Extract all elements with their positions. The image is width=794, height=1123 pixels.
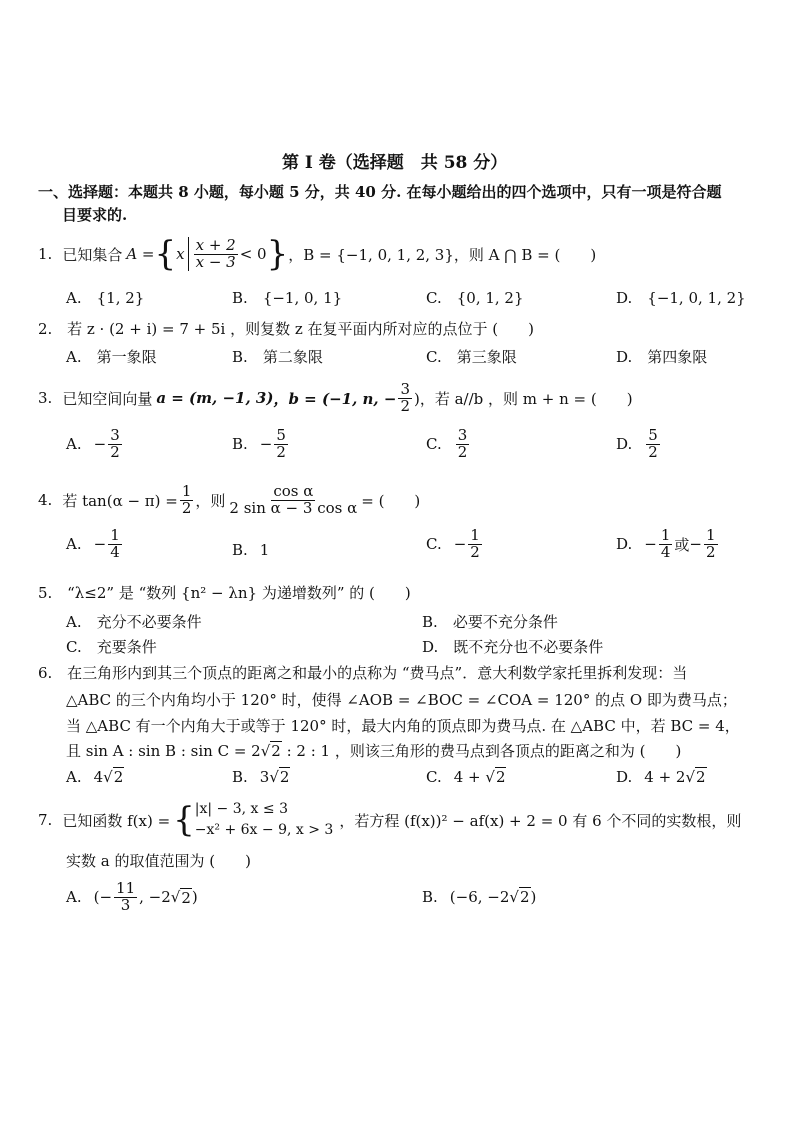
minus-sign: − <box>259 435 273 454</box>
option-d[interactable] <box>422 636 603 657</box>
option-label: C. <box>426 289 442 307</box>
option-label: B. <box>232 435 248 454</box>
option-text: 4 + <box>453 768 486 786</box>
option-label: C. <box>426 348 442 366</box>
question-6-line-3: 当 △ABC 有一个内角大于或等于 120° 时，最大内角的顶点即为费马点. 在 △ABC 中，若 BC = 4， <box>66 717 740 735</box>
radical: 2 <box>495 768 506 786</box>
minus-sign: − <box>93 435 107 454</box>
minus-sign: − <box>689 535 702 554</box>
question-6-line-2: △ABC 的三个内角均小于 120° 时，使得 ∠AOB = ∠BOC = ∠COA = 120° 的点 O 即为费马点； <box>66 691 737 709</box>
radical: 2 <box>181 888 191 907</box>
option-label: A. <box>66 435 82 454</box>
stem-text: 已知函数 f(x) = <box>62 811 171 830</box>
fraction-denominator: 2 <box>110 442 120 461</box>
option-a[interactable] <box>66 428 124 461</box>
question-7-stem <box>38 796 741 844</box>
vector-a: a = (m, −1, 3) <box>156 389 274 407</box>
option-text: {−1, 0, 1} <box>262 289 343 307</box>
fraction-numerator: 3 <box>400 379 410 398</box>
option-c[interactable] <box>426 428 471 461</box>
option-fraction <box>704 528 718 561</box>
fraction-denominator: 2 <box>705 542 716 561</box>
option-label: C. <box>426 768 442 786</box>
question-2-stem <box>38 318 534 339</box>
option-b[interactable] <box>232 541 269 559</box>
option-fraction <box>274 428 288 461</box>
question-1-stem <box>38 234 596 274</box>
option-text: ) <box>191 888 198 906</box>
set-a-label: A = <box>126 245 155 263</box>
stem-fraction-2 <box>227 481 359 517</box>
option-c[interactable] <box>426 287 524 308</box>
option-text: {−1, 0, 1, 2} <box>647 289 746 307</box>
option-c[interactable]: C. 4 + √2 <box>426 768 506 786</box>
option-b[interactable] <box>232 346 323 367</box>
option-d[interactable] <box>616 346 707 367</box>
fraction-denominator: 2 <box>276 442 286 461</box>
option-label: B. <box>422 888 438 906</box>
option-text: 4 <box>93 768 104 786</box>
piece-2: −x² + 6x − 9, x > 3 <box>194 822 334 838</box>
option-text: ) <box>530 888 537 906</box>
right-brace: } <box>266 234 289 274</box>
question-number: 6. <box>38 664 53 682</box>
minus-sign: − <box>644 535 657 554</box>
section-header-cont: 目要求的. <box>62 206 128 224</box>
radical: 2 <box>279 768 290 786</box>
minus-sign: − <box>453 535 467 554</box>
question-number: 3. <box>38 389 53 407</box>
option-fraction <box>108 528 122 561</box>
fraction-numerator: 5 <box>648 426 658 444</box>
minus-sign: − <box>93 535 107 554</box>
option-a[interactable] <box>66 611 202 632</box>
option-label: A. <box>66 613 82 631</box>
question-number: 4. <box>38 491 53 509</box>
option-label: B. <box>232 768 248 786</box>
option-fraction <box>659 528 673 561</box>
option-a[interactable] <box>66 346 157 367</box>
option-b[interactable] <box>422 611 558 632</box>
fraction-numerator: x + 2 <box>195 235 236 254</box>
option-label: D. <box>616 535 633 554</box>
option-text: 既不充分也不必要条件 <box>453 638 604 656</box>
stem-text: 已知空间向量 <box>62 389 153 408</box>
option-text: (− <box>93 888 113 906</box>
option-text: 1 <box>259 541 270 559</box>
section-header: 一、选择题：本题共 8 小题，每小题 5 分，共 40 分. 在每小题给出的四个选项中，只有一项是符合题 <box>38 183 722 201</box>
fraction-denominator: 3 <box>120 895 131 914</box>
option-a[interactable] <box>66 528 124 561</box>
fraction-denominator: 2 sin α − 3 cos α <box>229 498 358 517</box>
stem-text: 且 sin A : sin B : sin C = 2 <box>66 742 261 760</box>
option-text: , −2 <box>139 888 171 906</box>
option-text: 3 <box>259 768 270 786</box>
question-number: 1. <box>38 245 53 263</box>
fraction-numerator: 1 <box>705 526 716 544</box>
set-a-fraction <box>194 235 238 271</box>
option-text: 第四象限 <box>647 348 708 366</box>
option-fraction <box>646 428 660 461</box>
option-label: A. <box>66 768 82 786</box>
fraction-denominator: 4 <box>110 542 120 561</box>
vector-b-fraction <box>398 379 412 415</box>
page-title: 第 I 卷（选择题 共 58 分） <box>282 153 508 173</box>
fraction-numerator: 1 <box>660 526 671 544</box>
fraction-numerator: 1 <box>181 481 192 500</box>
set-a-relation: < 0 <box>239 245 267 263</box>
option-fraction <box>114 878 137 914</box>
radical: 2 <box>113 768 124 786</box>
option-text: 充要条件 <box>96 638 157 656</box>
fraction-denominator: 2 <box>400 396 410 415</box>
option-b[interactable]: B. 3√2 <box>232 768 290 786</box>
stem-post: ，若方程 (f(x))² − af(x) + 2 = 0 有 6 个不同的实数根，则 <box>339 811 742 830</box>
question-4-stem <box>38 478 420 522</box>
option-text: 必要不充分条件 <box>452 613 558 631</box>
option-label: C. <box>66 638 82 656</box>
fraction-denominator: 2 <box>457 442 468 461</box>
option-label: B. <box>422 613 438 631</box>
question-7-line-2: 实数 a 的取值范围为 ( ) <box>66 852 251 870</box>
set-divider <box>188 237 189 271</box>
fraction-denominator: 4 <box>660 542 671 561</box>
option-label: A. <box>66 888 82 906</box>
radical: 2 <box>696 768 706 786</box>
option-label: B. <box>232 289 248 307</box>
option-a[interactable] <box>66 287 144 308</box>
option-label: C. <box>426 535 442 554</box>
option-text: {1, 2} <box>96 289 145 307</box>
stem-text: 已知集合 <box>62 245 123 264</box>
fraction-denominator: 2 <box>648 442 658 461</box>
option-d[interactable]: D. 4 + 2√2 <box>616 768 706 786</box>
option-a[interactable]: A. 4√2 <box>66 768 124 786</box>
option-text: 4 + 2 <box>644 768 686 786</box>
fraction-numerator: 11 <box>116 878 136 897</box>
question-number: 5. <box>38 584 53 602</box>
option-text: (−6, −2 <box>449 888 510 906</box>
option-label: B. <box>232 541 248 559</box>
stem-post: )，若 a//b ，则 m + n = ( ) <box>413 389 633 408</box>
option-d[interactable] <box>616 287 746 308</box>
fraction-denominator: 2 <box>470 542 480 561</box>
left-brace: { <box>154 234 177 274</box>
fraction-denominator: 2 <box>181 498 192 517</box>
option-c[interactable] <box>66 636 157 657</box>
option-c[interactable] <box>426 528 484 561</box>
option-fraction <box>456 428 470 461</box>
fraction-numerator: 5 <box>276 426 286 444</box>
piecewise-cases <box>195 799 334 841</box>
piecewise-brace: { <box>173 800 195 840</box>
option-label: A. <box>66 289 82 307</box>
radical: 2 <box>271 742 281 760</box>
question-number: 7. <box>38 811 53 829</box>
option-label: B. <box>232 348 248 366</box>
vector-b-pre: ，b = (−1, n, − <box>273 389 397 408</box>
option-text: {0, 1, 2} <box>456 289 524 307</box>
option-c[interactable] <box>426 346 517 367</box>
option-label: D. <box>616 768 633 786</box>
stem-post: = ( ) <box>361 491 421 510</box>
stem-mid: ，则 <box>195 491 226 510</box>
set-b: ，B = {−1, 0, 1, 2, 3} <box>288 245 454 264</box>
piece-1: |x| − 3, x ≤ 3 <box>194 801 288 817</box>
fraction-numerator: 3 <box>110 426 120 444</box>
option-label: A. <box>66 348 82 366</box>
option-text: 第二象限 <box>262 348 323 366</box>
option-text: 第一象限 <box>96 348 157 366</box>
option-label: C. <box>426 435 442 454</box>
stem-text: 若 tan(α − π) = <box>62 491 178 510</box>
option-label: D. <box>616 435 633 454</box>
option-b[interactable] <box>232 287 342 308</box>
fraction-denominator: x − 3 <box>195 252 236 271</box>
stem-post: ，则 A ⋂ B = ( ) <box>453 245 597 264</box>
fraction-numerator: cos α <box>273 481 314 500</box>
question-6-line-1 <box>38 662 687 683</box>
stem-text: 若 z · (2 + i) = 7 + 5i ，则复数 z 在复平面内所对应的点位于 ( ) <box>67 320 534 338</box>
fraction-numerator: 3 <box>457 426 468 444</box>
option-text: 第三象限 <box>456 348 517 366</box>
stem-text: 在三角形内到其三个顶点的距离之和最小的点称为 “费马点”．意大利数学家托里拆利发现：当 <box>67 664 688 682</box>
option-label: A. <box>66 535 82 554</box>
option-a[interactable]: A. (− $\frac{11}{3}$ , −2 √ 2 ) <box>66 878 198 914</box>
fraction-numerator: 1 <box>110 526 120 544</box>
option-fraction <box>468 528 482 561</box>
option-d[interactable] <box>616 528 720 561</box>
option-fraction <box>108 428 122 461</box>
option-text: 充分不必要条件 <box>96 613 202 631</box>
fraction-numerator: 1 <box>470 526 480 544</box>
radical: 2 <box>519 888 530 906</box>
set-a-var: x <box>176 245 185 263</box>
option-d[interactable] <box>616 428 662 461</box>
option-b[interactable]: B. (−6, −2√2) <box>422 888 537 906</box>
question-3-stem <box>38 377 633 419</box>
or-text: 或 <box>674 535 690 554</box>
option-label: D. <box>616 348 633 366</box>
stem-fraction-1 <box>180 481 194 517</box>
stem-post: : 2 : 1 ，则该三角形的费马点到各顶点的距离之和为 ( ) <box>281 742 682 760</box>
option-label: D. <box>422 638 439 656</box>
question-6-line-4: 且 sin A : sin B : sin C = 2√2 : 2 : 1 ，则该三角形的费马点到各顶点的距离之和为 ( ) <box>66 742 682 760</box>
stem-text: “λ≤2” 是 “数列 {n² − λn} 为递增数列” 的 ( ) <box>67 584 411 602</box>
option-label: D. <box>616 289 633 307</box>
question-number: 2. <box>38 320 53 338</box>
question-5-stem <box>38 582 411 603</box>
option-b[interactable] <box>232 428 290 461</box>
